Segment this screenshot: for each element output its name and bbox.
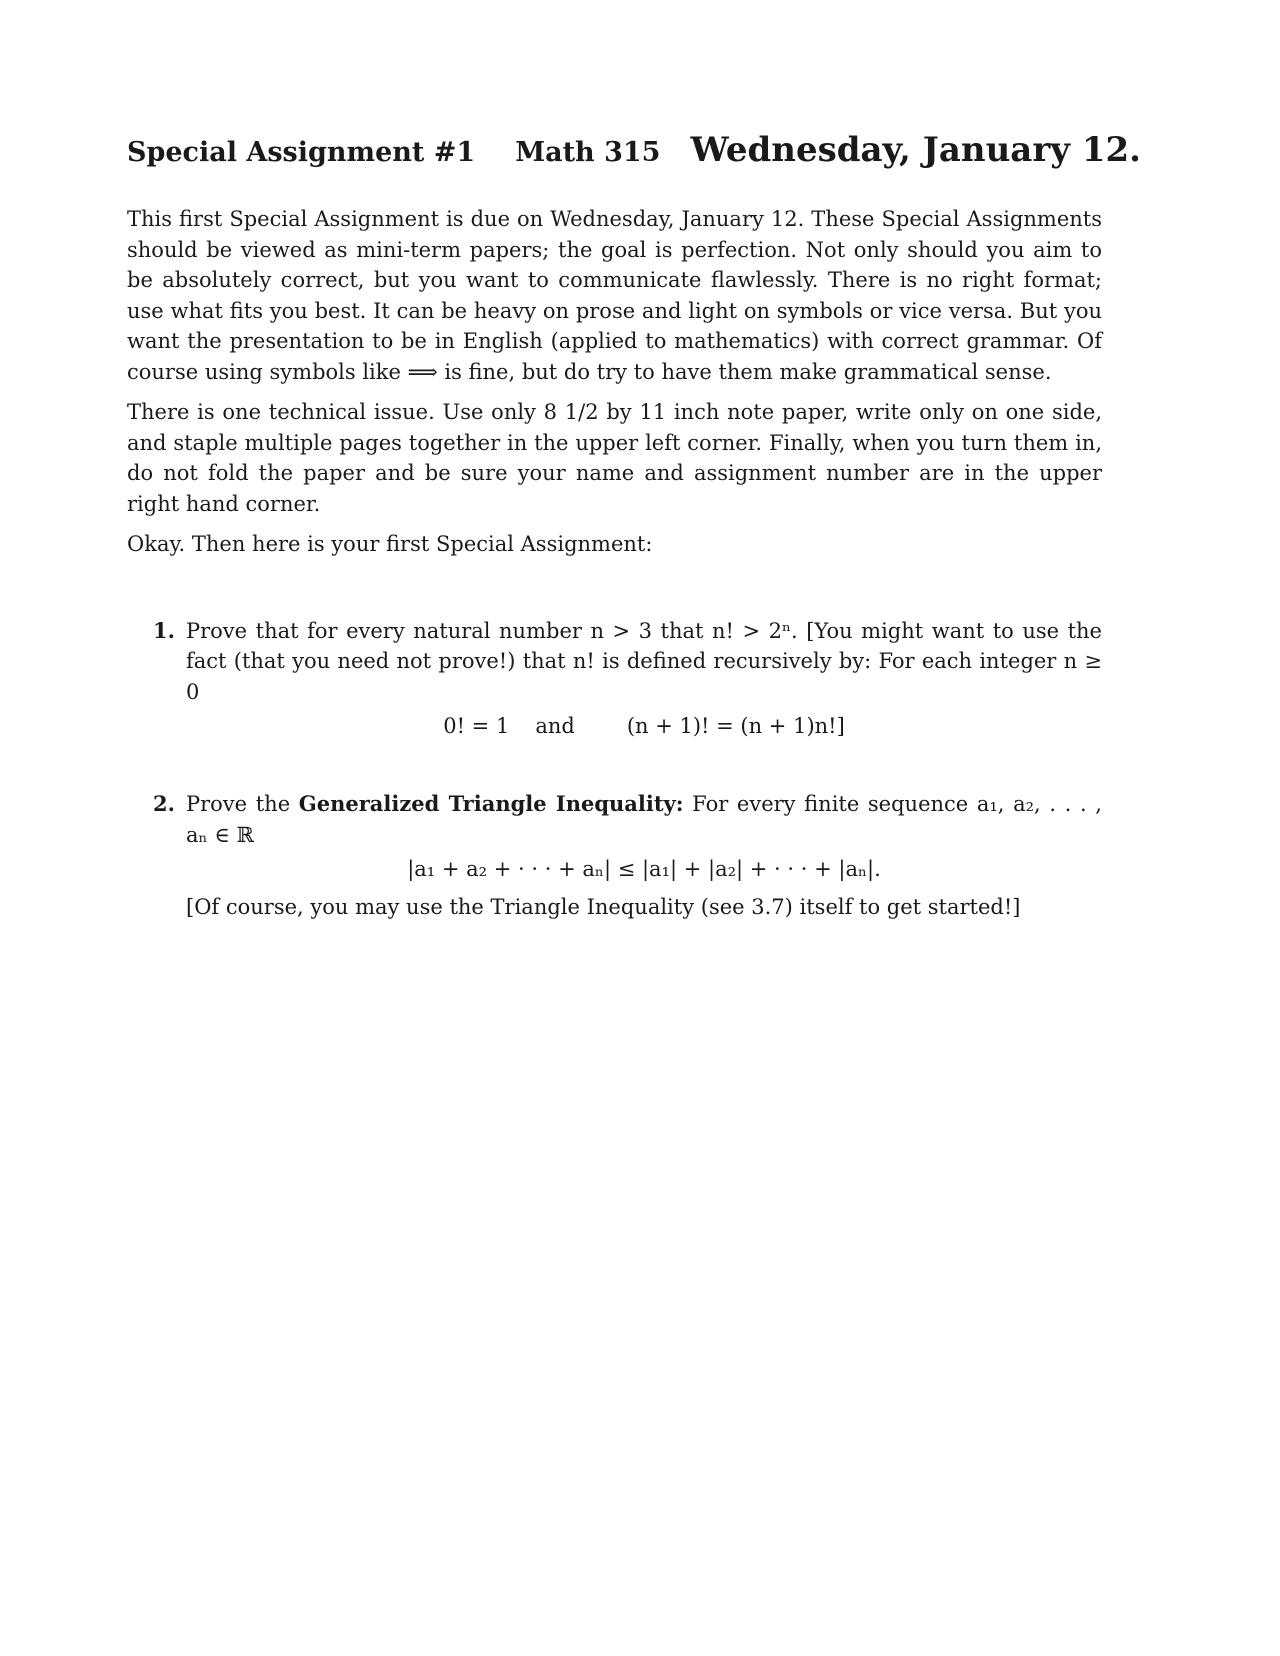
equation-left: 0! = 1 (443, 714, 510, 738)
problem-text: Prove that for every natural number n > 3 that n! > 2ⁿ. [You might want to use the fact (that you need not prove!) that n! is defined recursively by: For each integer n ≥ 0 (186, 618, 1102, 704)
problem-1 (153, 616, 1102, 750)
document-page (127, 130, 1141, 923)
intro-paragraph: This first Special Assignment is due on Wednesday, January 12. These Special Assignments should be viewed as mini-term papers; the goal is perfection. Not only should you aim to be absolutely correct, but you want to communicate flawlessly. There is no right format; use what fits you best. It can be heavy on prose and light on symbols or vice versa. But you want the presentation to be in English (applied to mathematics) with correct grammar. Of course using symbols like ⟹ is fine, but do try to have them make grammatical sense. (127, 207, 1102, 384)
theorem-name: Generalized Triangle Inequality: (298, 791, 684, 816)
lead-in-paragraph: Okay. Then here is your first Special Assignment: (127, 532, 653, 556)
problem-number: 1. (153, 617, 175, 643)
problem-statement: For every finite sequence a₁, a₂, . . . , aₙ ∈ ℝ (186, 792, 1102, 847)
factorial-equation (186, 709, 1102, 743)
triangle-inequality-equation: |a₁ + a₂ + · · · + aₙ| ≤ |a₁| + |a₂| + · · · + |aₙ|. (407, 857, 881, 881)
due-date: Wednesday, January 12. (690, 130, 1141, 170)
problem-2 (153, 789, 1102, 923)
problem-number: 2. (153, 791, 175, 816)
problem-text (186, 789, 1102, 850)
problem-note: [Of course, you may use the Triangle Inequality (see 3.7) itself to get started!] (186, 895, 1021, 919)
equation-right: (n + 1)! = (n + 1)n!] (626, 714, 845, 738)
equation-connector: and (535, 714, 575, 738)
document-header (127, 130, 1141, 170)
technical-paragraph: There is one technical issue. Use only 8 1/2 by 11 inch note paper, write only on one side, and staple multiple pages together in the upper left corner. Finally, when you turn them in, do not fold the paper and be sure your name and assignment number are in the upper right hand corner. (127, 400, 1102, 516)
assignment-title: Special Assignment #1 (127, 137, 476, 168)
problem-lead: Prove the (186, 792, 291, 816)
course-name: Math 315 (515, 137, 661, 168)
